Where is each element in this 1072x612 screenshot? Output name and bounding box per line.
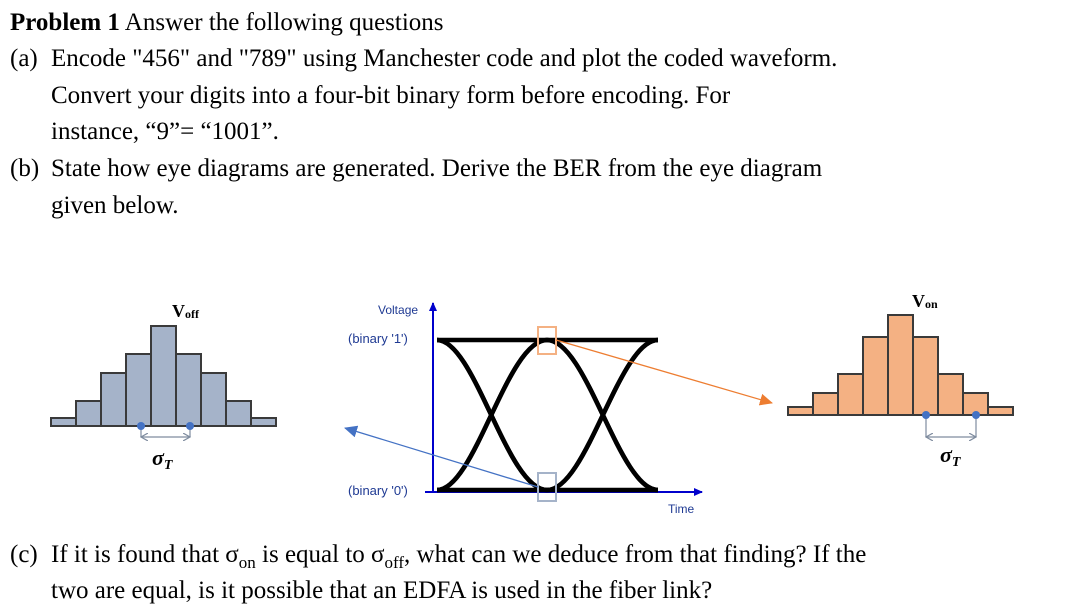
sigma-off-right-dot [186,422,194,430]
sigma-off-left-dot [137,422,145,430]
part-a-line-3: instance, “9”= “1001”. [51,118,279,145]
binary-0-label: (binary '0') [348,483,408,498]
sigma-on-subscript: on [238,553,256,572]
on-histogram-bar-5 [888,315,913,415]
sigma-off-subscript: off [384,553,405,572]
off-histogram-bar-2 [76,401,101,426]
problem-number: Problem 1 [10,9,120,36]
off-histogram-bar-3 [101,373,126,426]
eye-traces [437,340,658,490]
sigma-on-right-dot [972,411,980,419]
part-b-line-1: State how eye diagrams are generated. Derive the BER from the eye diagram [51,155,823,182]
on-state-histogram [788,315,1013,415]
binary-1-label: (binary '1') [348,331,408,346]
on-histogram-bar-1 [788,407,813,415]
part-b-line-2: given below. [51,192,179,219]
sigma-on-left-dot [922,411,930,419]
off-histogram-bar-5 [151,326,176,426]
on-histogram-bar-6 [913,337,938,415]
off-histogram-bar-7 [201,373,226,426]
part-b-label: (b) [10,155,40,182]
v-on-label: Von [912,291,938,311]
on-histogram-bar-9 [988,407,1013,415]
on-histogram-bar-2 [813,393,838,415]
time-axis-label: Time [668,502,695,516]
part-a-line-2: Convert your digits into a four-bit binary form before encoding. For [51,82,731,109]
off-histogram-bar-8 [226,401,251,426]
part-a-line-1: Encode "456" and "789" using Manchester code and plot the coded waveform. [51,45,838,72]
part-a-label: (a) [10,45,38,72]
off-histogram-bar-6 [176,354,201,426]
off-pointer-arrow [345,428,538,487]
on-histogram-bar-7 [938,374,963,415]
off-histogram-bar-9 [251,418,276,426]
v-off-label: Voff [172,301,199,321]
on-histogram-bar-4 [863,337,888,415]
part-c-line-2: two are equal, is it possible that an EDFA is used in the fiber link? [51,577,713,604]
part-c-line-1: If it is found that $\sigma_{on}$ is equal to $\sigma_{off}$, what can we deduce from that finding? If the [51,541,867,572]
off-histogram-bar-1 [51,418,76,426]
problem-instruction: Answer the following questions [119,9,444,36]
off-state-histogram [51,326,276,426]
on-histogram-bar-3 [838,374,863,415]
voltage-axis-label: Voltage [378,303,419,317]
off-histogram-bar-4 [126,354,151,426]
on-pointer-arrow [556,340,772,403]
sigma-off-label: σT [152,445,173,473]
part-c-label: (c) [10,541,38,568]
sigma-on-label: σT [940,442,961,470]
